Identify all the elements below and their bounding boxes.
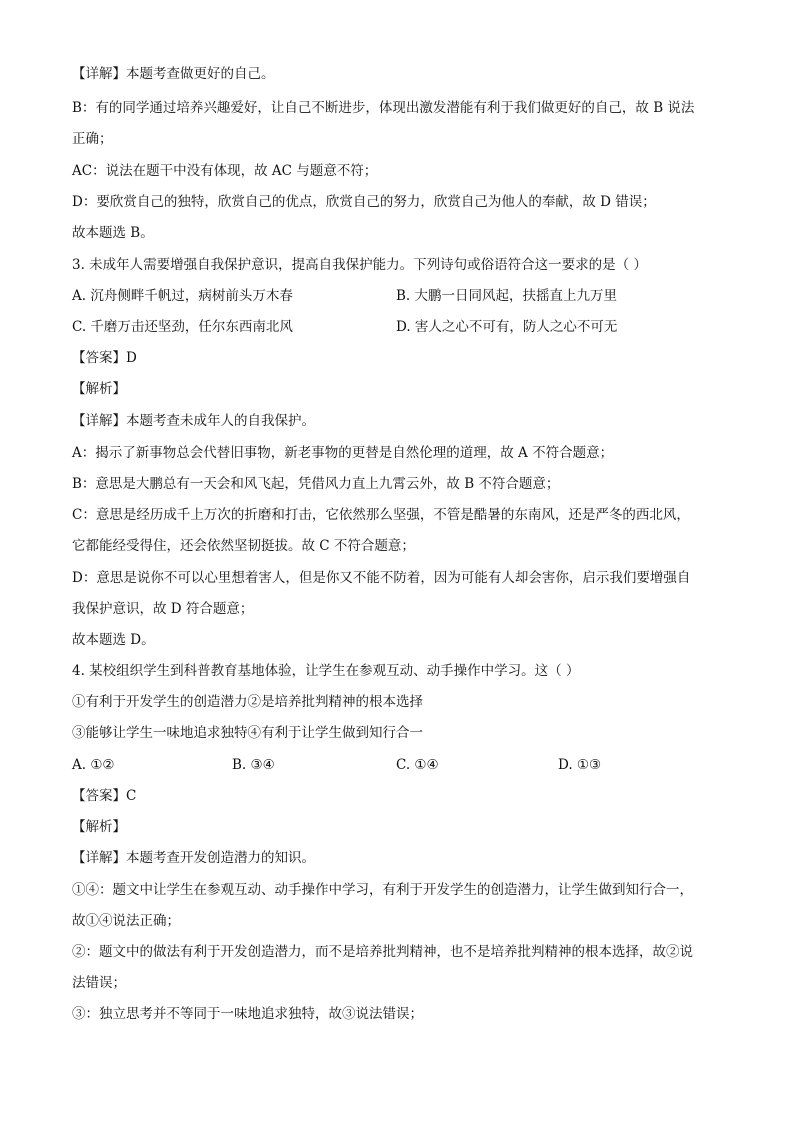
text-line: B：意思是大鹏总有一天会和风飞起，凭借风力直上九霄云外，故 B 不符合题意； bbox=[72, 476, 560, 492]
text-line: 故本题选 D。 bbox=[72, 632, 155, 648]
text-line: 正确； bbox=[72, 131, 113, 147]
text-line: 【详解】本题考查未成年人的自我保护。 bbox=[72, 413, 315, 429]
text-line: 它都能经受得住，还会依然坚韧挺拔。故 C 不符合题意； bbox=[72, 538, 415, 554]
text-line: ①有利于开发学生的创造潜力②是培养批判精神的根本选择 bbox=[72, 694, 423, 710]
question-3-stem: 3. 未成年人需要增强自我保护意识，提高自我保护能力。下列诗句或俗语符合这一要求的是（ ） bbox=[72, 257, 647, 273]
question-4-stem: 4. 某校组织学生到科普教育基地体验，让学生在参观互动、动手操作中学习。这（ ） bbox=[72, 663, 580, 679]
q4-option-a: A. ①② bbox=[72, 757, 115, 773]
text-line: 我保护意识，故 D 符合题意； bbox=[72, 601, 254, 617]
text-line: 法错误； bbox=[72, 975, 126, 991]
q3-option-a: A. 沉舟侧畔千帆过，病树前头万木春 bbox=[72, 288, 293, 304]
q4-option-c: C. ①④ bbox=[396, 757, 439, 773]
text-line: AC：说法在题干中没有体现，故 AC 与题意不符； bbox=[72, 163, 378, 179]
answer-label: 【答案】C bbox=[72, 788, 137, 804]
text-line: 故本题选 B。 bbox=[72, 225, 154, 241]
text-line: D：意思是说你不可以心里想着害人，但是你又不能不防着，因为可能有人却会害你，启示我们要增强自 bbox=[72, 570, 691, 586]
analysis-label: 【解析】 bbox=[72, 381, 126, 397]
analysis-label: 【解析】 bbox=[72, 819, 126, 835]
text-line: ③能够让学生一味地追求独特④有利于让学生做到知行合一 bbox=[72, 725, 423, 741]
text-line: D：要欣赏自己的独特，欣赏自己的优点，欣赏自己的努力，欣赏自己为他人的奉献，故 D 错误； bbox=[72, 194, 656, 210]
text-line: 【详解】本题考查做更好的自己。 bbox=[72, 66, 275, 82]
text-line: ①④：题文中让学生在参观互动、动手操作中学习，有利于开发学生的创造潜力，让学生做到知行合一， bbox=[72, 882, 693, 898]
text-line: 故①④说法正确； bbox=[72, 913, 180, 929]
text-line: ③：独立思考并不等同于一味地追求独特，故③说法错误； bbox=[72, 1006, 423, 1022]
q4-option-b: B. ③④ bbox=[232, 757, 275, 773]
text-line: B：有的同学通过培养兴趣爱好，让自己不断进步，体现出激发潜能有利于我们做更好的自己，故 B 说法 bbox=[72, 100, 695, 116]
text-line: A：揭示了新事物总会代替旧事物，新老事物的更替是自然伦理的道理，故 A 不符合题意； bbox=[72, 445, 614, 461]
text-line: C：意思是经历成千上万次的折磨和打击，它依然那么坚强，不管是酷暑的东南风，还是严冬的西北风， bbox=[72, 507, 690, 523]
text-line: ②：题文中的做法有利于开发创造潜力，而不是培养批判精神，也不是培养批判精神的根本选择，故②说 bbox=[72, 944, 693, 960]
q3-option-c: C. 千磨万击还坚劲，任尔东西南北风 bbox=[72, 319, 293, 335]
q4-option-d: D. ①③ bbox=[558, 757, 602, 773]
q3-option-b: B. 大鹏一日同风起，扶摇直上九万里 bbox=[396, 288, 618, 304]
text-line: 【详解】本题考查开发创造潜力的知识。 bbox=[72, 850, 315, 866]
q3-option-d: D. 害人之心不可有，防人之心不可无 bbox=[396, 319, 618, 335]
answer-label: 【答案】D bbox=[72, 350, 137, 366]
